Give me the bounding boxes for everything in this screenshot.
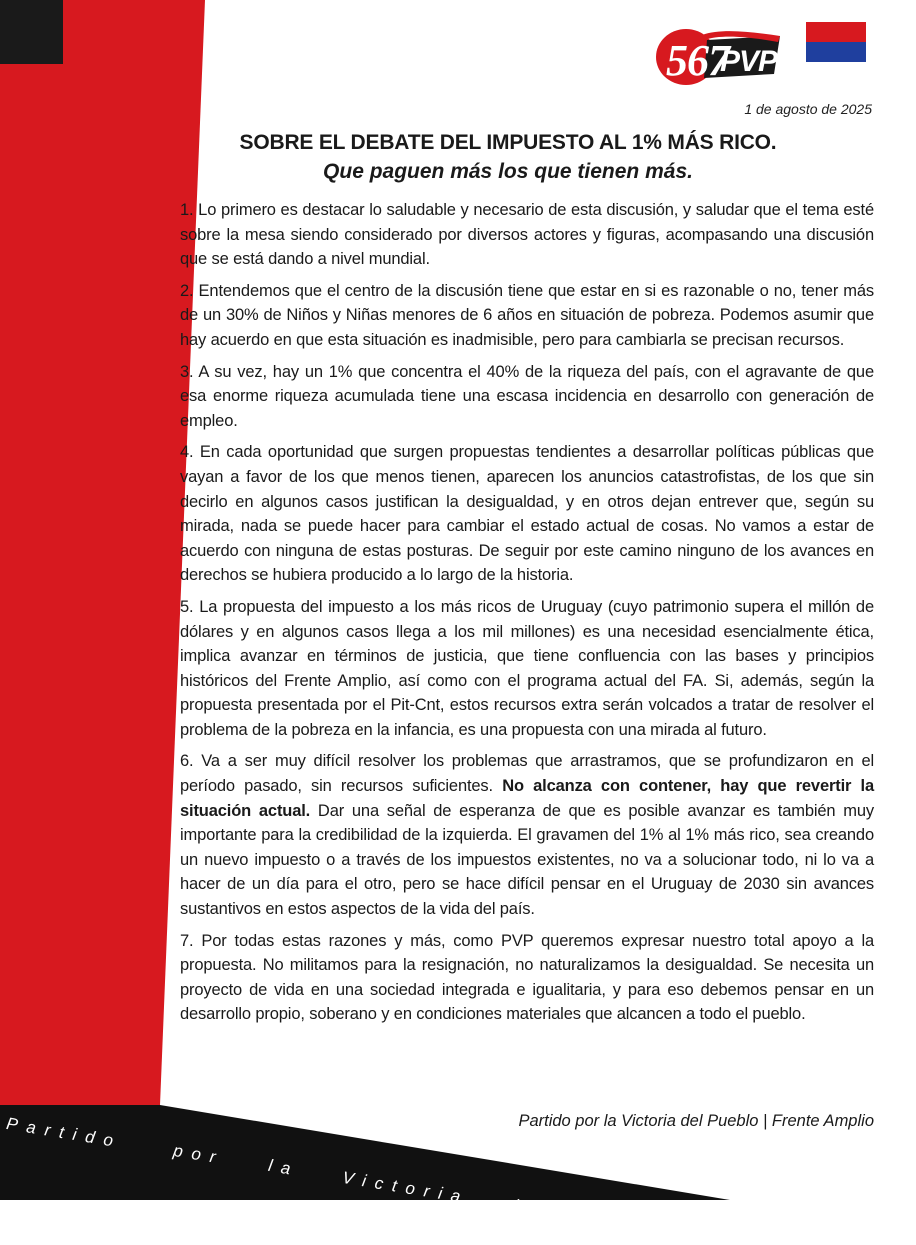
document-subtitle: Que paguen más los que tienen más. (323, 160, 693, 183)
paragraph-6-part-2: Dar una señal de esperanza de que es posible avanzar es también muy importante para la credibilidad de la izquierda. El gravamen del 1% al 1% más rico, sea creando un nuevo impuesto o a través de los impuestos existentes, no va a solucionar todo, ni lo va a hacer de un día para el otro, pero se hace difícil pensar en el Uruguay de 2030 sin avances sustantivos en estos aspectos de la vida del país. (180, 801, 874, 919)
document-title: SOBRE EL DEBATE DEL IMPUESTO AL 1% MÁS RICO. (239, 131, 777, 154)
black-corner-square (0, 0, 63, 64)
paragraph-6-part-1: 6. Va a ser muy difícil resolver los problemas que arrastramos, que se profundizaron en el período pasado, sin recursos suficientes. (180, 752, 874, 796)
paragraph-4: 4. En cada oportunidad que surgen propuestas tendientes a desarrollar políticas públicas que vayan a favor de los que menos tienen, aparecen los anuncios catastrofistas, de los que sin decirlo en algunos casos justifican la desigualdad, y en otros dejan entrever que, según su mirada, nada se puede hacer para cambiar el estado actual de cosas. No vamos a estar de acuerdo con ninguna de estas posturas. De seguir por este camino ninguno de los avances en derechos se hubiera producido a lo largo de la historia. (180, 443, 874, 585)
footer-word-6: Pueblo (588, 1208, 698, 1245)
signature: Partido por la Victoria del Pueblo | Frente Amplio (518, 1112, 874, 1130)
footer-word-5: del (506, 1195, 560, 1222)
footer-word-1: Partido (4, 1114, 124, 1152)
paragraph-6-bold: No alcanza con contener, hay que revertir la situación actual. (180, 777, 874, 820)
document-body (180, 198, 874, 1034)
pvp-logo (652, 22, 782, 88)
paragraph-7: 7. Por todas estas razones y más, como PVP queremos expresar nuestro total apoyo a la propuesta. No militamos para la resignación, no naturalizamos la desigualdad. Se necesita un proyecto de vida en una sociedad integrada e igualitaria, y para eso debemos pensar en un desarrollo propio, soberano y en condiciones materiales que alcancen a todo el pueblo. (180, 931, 874, 1024)
paragraph-5: 5. La propuesta del impuesto a los más ricos de Uruguay (cuyo patrimonio supera el millón de dólares y en algunos casos llega a los mil millones) es una necesidad esencialmente ética, implica avanzar en términos de justicia, que tiene confluencia con las bases y principios históricos del Frente Amplio, así como con el programa actual del FA. Si, además, según la propuesta presentada por el Pit-Cnt, estos recursos extra serán volcados a tratar de resolver el problema de la pobreza en la infancia, es una propuesta con una mirada al futuro. (180, 597, 874, 739)
paragraph-3: 3. A su vez, hay un 1% que concentra el 40% de la riqueza del país, con el agravante de que esa enorme riqueza acumulada tiene una escasa incidencia en desarrollo con generación de empleo. (180, 362, 874, 430)
footer-word-4: Victoria (340, 1168, 471, 1208)
paragraph-1: 1. Lo primero es destacar lo saludable y necesario de esta discusión, y saludar que el tema esté sobre la mesa siendo considerado por diversos actores y figuras, acompasando una discusión que se está dando a nivel mundial. (180, 201, 874, 269)
flag-icon (806, 22, 866, 82)
logo-party: PVP (720, 45, 778, 78)
footer-word-2: por (171, 1141, 226, 1169)
paragraph-6 (180, 749, 874, 921)
logo-number: 567 (666, 36, 729, 85)
document-date: 1 de agosto de 2025 (744, 101, 872, 117)
paragraph-2: 2. Entendemos que el centro de la discusión tiene que estar en si es razonable o no, tener más de un 30% de Niños y Niñas menores de 6 años en situación de pobreza. Podemos asumir que hay acuerdo en que esta situación es inadmisible, pero para cambiarla se precisan recursos. (180, 281, 874, 349)
footer-word-3: la (266, 1156, 301, 1180)
footer-slogan (0, 1110, 916, 1245)
